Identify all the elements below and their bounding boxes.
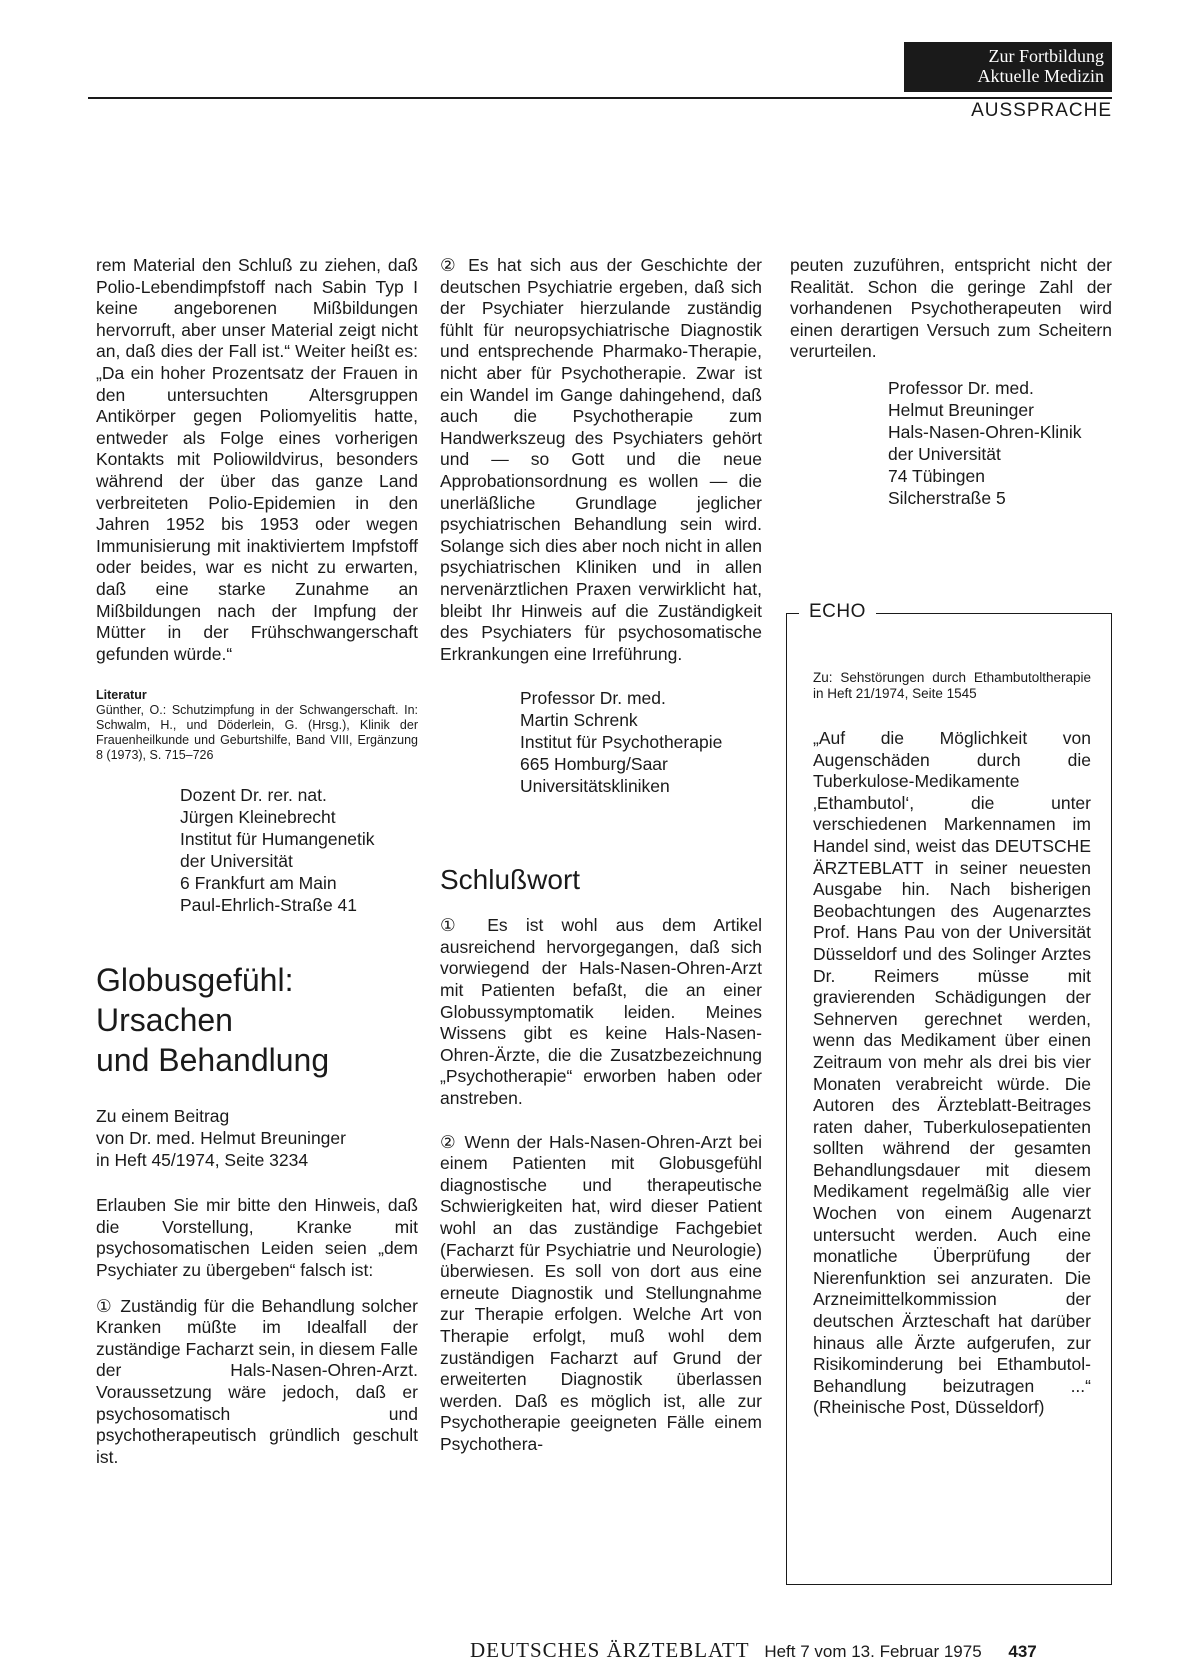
rubric-line-1: Zur Fortbildung	[988, 46, 1104, 66]
signature-line: Hals-Nasen-Ohren-Klinik	[888, 421, 1082, 442]
signature-line: der Universität	[180, 851, 293, 872]
paragraph: ② Wenn der Hals-Nasen-Ohren-Arzt bei einem Patienten mit Globusgefühl diagnostische und therapeutische Schwierigkeiten hat, wird dieser Patient wohl an das zuständige Fachgebiet (Facharzt für Psychiatrie und Neurologie) überwiesen. Es soll von dort aus eine erneute Diagnostik und Stellungnahme zur Therapie erfolgen. Welche Art von Therapie erfolgt, muß wohl dem zuständigen Facharzt auf Grund der erweiterten Diagnostik überlassen werden. Daß es möglich ist, alle zur Psychotherapie geeigneten Fälle einem Psychothera-	[440, 1131, 762, 1454]
paragraph: Erlauben Sie mir bitte den Hinweis, daß die Vorstellung, Kranke mit psychosomatischen Leiden seien „dem Psychiater zu übergeben“ falsch ist:	[96, 1195, 418, 1281]
signature-line: Professor Dr. med.	[888, 377, 1034, 398]
header-rule	[88, 97, 1112, 99]
signature-line: 6 Frankfurt am Main	[180, 873, 337, 894]
paragraph: ② Es hat sich aus der Geschichte der deutschen Psychiatrie ergeben, daß sich der Psychiater hierzulande zuständig fühlt für neuropsychiatrische Diagnostik und entsprechende Pharmako-Therapie, nicht aber für Psychotherapie. Zwar ist ein Wandel im Gange dahingehend, daß auch die Psychotherapie zum Handwerkszeug des Psychiaters gehört und — so Gott und die neue Approbationsordnung es wollen — die unerläßliche Grundlage jeglicher psychiatrischen Behandlung sein wird. Solange sich dies aber noch nicht in allen psychiatrischen Kliniken und in allen nervenärztlichen Praxen verwirklicht hat, bleibt Ihr Hinweis auf die Zuständigkeit des Psychiaters für psychosomatische Erkrankungen eine Irreführung.	[440, 255, 763, 664]
literature-reference: Günther, O.: Schutzimpfung in der Schwangerschaft. In: Schwalm, H., und Döderlein, G. (Hrsg.), Klinik der Frauenheilkunde und Geburtshilfe, Band VIII, Ergänzung 8 (1973), S. 715–726	[96, 703, 418, 762]
signature-line: Jürgen Kleinebrecht	[180, 807, 336, 828]
article-subtitle	[96, 1106, 418, 1171]
signature-line: Professor Dr. med.	[520, 688, 666, 709]
column-3	[790, 255, 1112, 509]
signature-line: Paul-Ehrlich-Straße 41	[180, 895, 358, 916]
subtitle-line: Zu einem Beitrag	[96, 1106, 230, 1127]
signature-line: Institut für Psychotherapie	[520, 732, 723, 753]
signature-line: Institut für Humangenetik	[180, 829, 375, 850]
column-1	[96, 255, 418, 1468]
issue-info: Heft 7 vom 13. Februar 1975	[764, 1642, 982, 1661]
echo-quote: „Auf die Möglichkeit von Augenschäden durch die Tuberkulose-Medikamente ‚Ethambutol‘, die unter verschiedenen Markennamen im Handel sind, weist das DEUTSCHE ÄRZTEBLATT in seiner neuesten Ausgabe hin. Nach bisherigen Beobachtungen des Augenarztes Prof. Hans Pau von der Universität Düsseldorf und des Solinger Arztes Dr. Reimers müsse mit gravierenden Schädigungen der Sehnerven gerechnet werden, wenn das Medikament über einen Zeitraum von mehr als drei bis vier Monaten verabreicht würde. Die Autoren des Ärzteblatt-Beitrages raten daher, Tuberkulosepatienten sollten während der gesamten Behandlungsdauer mit diesem Medikament regelmäßig alle vier Wochen von einem Augenarzt untersucht werden. Auch eine monatliche Überprüfung der Nierenfunktion sei anzuraten. Die Arzneimittelkommission der deutschen Ärzteschaft hat darüber hinaus alle Ärzte aufgerufen, zur Risikominderung bei Ethambutol-Behandlung beizutragen ...“ (Rheinische Post, Düsseldorf)	[813, 728, 1091, 1418]
section-title: Schlußwort	[440, 864, 581, 896]
magazine-title: DEUTSCHES ÄRZTEBLATT	[470, 1638, 750, 1662]
page-footer	[470, 1638, 1037, 1663]
echo-label: ECHO	[799, 601, 876, 623]
paragraph: ① Zuständig für die Behandlung solcher Kranken müßte im Idealfall der zuständige Facharzt sein, in diesem Falle der Hals-Nasen-Ohren-Arzt. Voraussetzung wäre jedoch, daß er psychosomatisch und psychotherapeutisch gründlich geschult ist.	[96, 1295, 418, 1467]
section-label: AUSSPRACHE	[971, 100, 1112, 121]
paragraph: peuten zuzuführen, entspricht nicht der Realität. Schon die geringe Zahl der vorhandenen Psychotherapeuten wird einen derartigen Versuch zum Scheitern verurteilen.	[790, 255, 1112, 362]
signature-line: 74 Tübingen	[888, 465, 985, 486]
article-title	[96, 960, 418, 1080]
signature-breuninger	[888, 377, 1112, 509]
signature-kleinebrecht	[180, 784, 418, 916]
title-line: und Behandlung	[96, 1042, 330, 1079]
paragraph: ① Es ist wohl aus dem Artikel ausreichend hervorgegangen, daß sich vorwiegend der Hals-Nasen-Ohren-Arzt mit Patienten befaßt, die an einer Globussymptomatik leiden. Meines Wissens gibt es keine Hals-Nasen-Ohren-Ärzte, die die Zusatzbezeichnung „Psychotherapie“ erworben haben oder anstreben.	[440, 915, 762, 1109]
title-line: Ursachen	[96, 1002, 233, 1039]
signature-line: Silcherstraße 5	[888, 487, 1006, 508]
echo-reference: Zu: Sehstörungen durch Ethambutoltherapie in Heft 21/1974, Seite 1545	[813, 670, 1091, 701]
subtitle-line: in Heft 45/1974, Seite 3234	[96, 1149, 309, 1170]
column-2	[440, 255, 762, 1456]
title-line: Globusgefühl:	[96, 962, 294, 999]
signature-line: Dozent Dr. rer. nat.	[180, 785, 327, 806]
subtitle-line: von Dr. med. Helmut Breuninger	[96, 1128, 346, 1149]
echo-box	[786, 601, 1112, 1585]
paragraph: rem Material den Schluß zu ziehen, daß Polio-Lebendimpfstoff nach Sabin Typ I keine angeborenen Mißbildungen hervorruft, aber unser Material zeigt nicht an, daß dies der Fall ist.“ Weiter heißt es: „Da ein hoher Prozentsatz der Frauen in den untersuchten Altersgruppen Antikörper gegen Poliomyelitis hatte, entweder als Folge eines vorherigen Kontakts mit Poliowildvirus, besonders während der über das ganze Land verbreiteten Polio-Epidemien in den Jahren 1952 bis 1953 oder wegen Immunisierung mit inaktiviertem Impfstoff oder beides, war es nicht zu erwarten, daß eine starke Zunahme an Mißbildungen nach der Impfung der Mütter in der Frühschwangerschaft gefunden würde.“	[96, 255, 418, 664]
literature-heading: Literatur	[96, 688, 147, 703]
signature-line: 665 Homburg/Saar	[520, 754, 668, 775]
signature-line: Universitätskliniken	[520, 776, 670, 797]
signature-line: Helmut Breuninger	[888, 399, 1034, 420]
rubric-badge	[904, 42, 1112, 92]
signature-schrenk	[520, 687, 762, 797]
rubric-line-2: Aktuelle Medizin	[977, 66, 1104, 86]
signature-line: der Universität	[888, 443, 1001, 464]
page-number: 437	[1008, 1642, 1037, 1661]
signature-line: Martin Schrenk	[520, 710, 638, 731]
